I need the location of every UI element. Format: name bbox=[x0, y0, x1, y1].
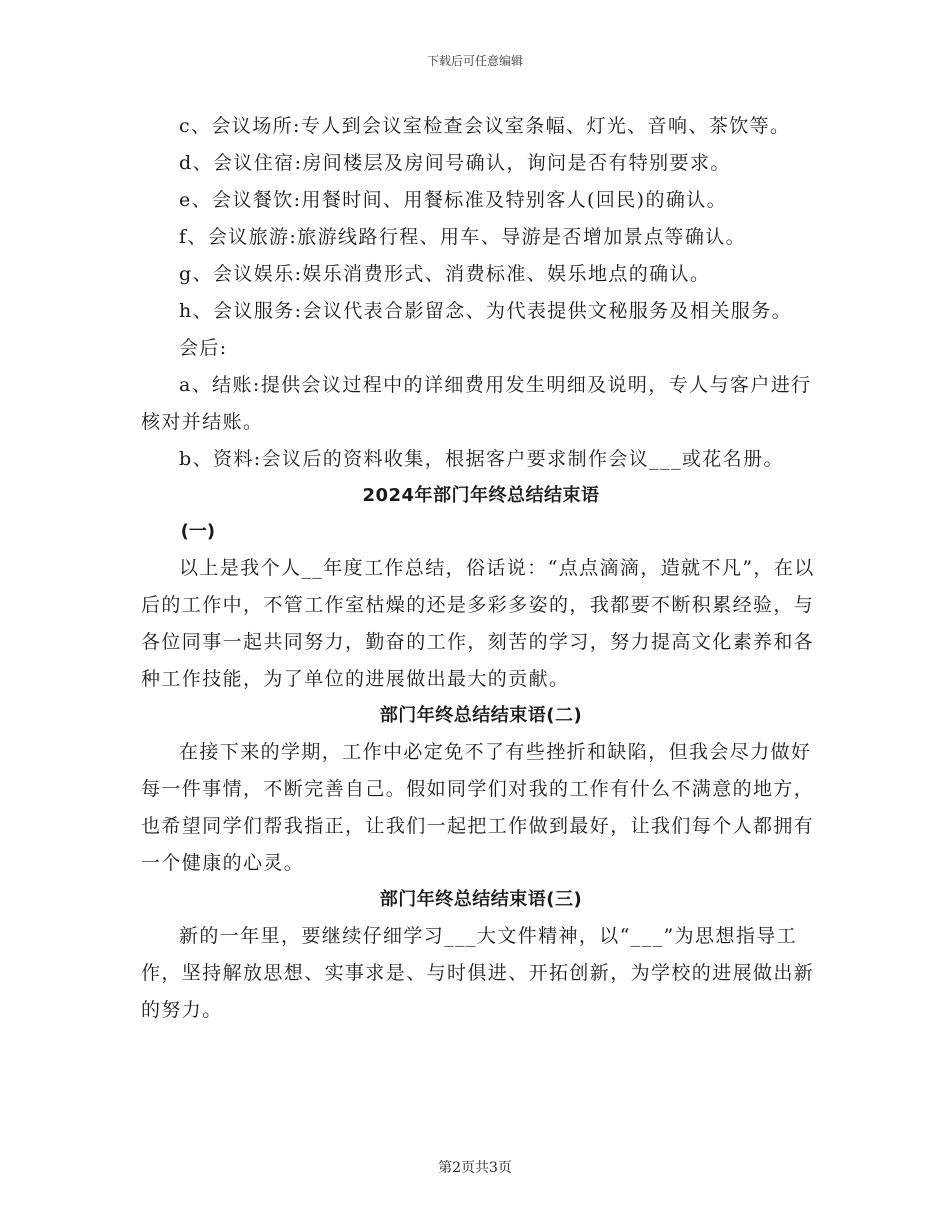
part3-title: 部门年终总结结束语(三) bbox=[379, 889, 583, 910]
item-h: h、会议服务:会议代表合影留念、为代表提供文秘服务及相关服务。 bbox=[179, 300, 793, 322]
item-c: c、会议场所:专人到会议室检查会议室条幅、灯光、音响、茶饮等。 bbox=[179, 115, 791, 137]
part1-label: (一) bbox=[180, 521, 216, 542]
part2-title: 部门年终总结结束语(二) bbox=[379, 705, 583, 726]
section-title: 2024年部门年终总结结束语 bbox=[362, 485, 600, 506]
item-f: f、会议旅游:旅游线路行程、用车、导游是否增加景点等确认。 bbox=[179, 226, 747, 248]
after-meeting-label: 会后: bbox=[179, 337, 228, 359]
part2-text: 在接下来的学期，工作中必定免不了有些挫折和缺陷，但我会尽力做好每一件事情，不断完善自己。假如同学们对我的工作有什么不满意的地方，也希望同学们帮我指正，让我们一起把工作做到最好，让我们每个人都拥有一个健康的心灵。 bbox=[141, 741, 815, 874]
part1-text: 以上是我个人__年度工作总结，俗话说：“点点滴滴，造就不凡”，在以后的工作中，不管工作室枯燥的还是多彩多姿的，我都要不断积累经验，与各位同事一起共同努力，勤奋的工作，刻苦的学习，努力提高文化素养和各种工作技能，为了单位的进展做出最大的贡献。 bbox=[141, 557, 815, 690]
item-e: e、会议餐饮:用餐时间、用餐标准及特别客人(回民)的确认。 bbox=[179, 189, 728, 211]
page-header: 下载后可任意编辑 bbox=[426, 54, 523, 68]
document-body bbox=[141, 108, 821, 1029]
part3-text: 新的一年里，要继续仔细学习___大文件精神，以“___”为思想指导工作，坚持解放思想、实事求是、与时俱进、开拓创新，为学校的进展做出新的努力。 bbox=[141, 925, 815, 1021]
item-b-materials: b、资料:会议后的资料收集，根据客户要求制作会议___或花名册。 bbox=[179, 448, 784, 470]
item-g: g、会议娱乐:娱乐消费形式、消费标准、娱乐地点的确认。 bbox=[179, 263, 711, 285]
item-a-settlement: a、结账:提供会议过程中的详细费用发生明细及说明，专人与客户进行核对并结账。 bbox=[141, 374, 812, 433]
page-footer: 第2页共3页 bbox=[438, 1160, 512, 1176]
item-d: d、会议住宿:房间楼层及房间号确认，询问是否有特别要求。 bbox=[179, 152, 731, 174]
